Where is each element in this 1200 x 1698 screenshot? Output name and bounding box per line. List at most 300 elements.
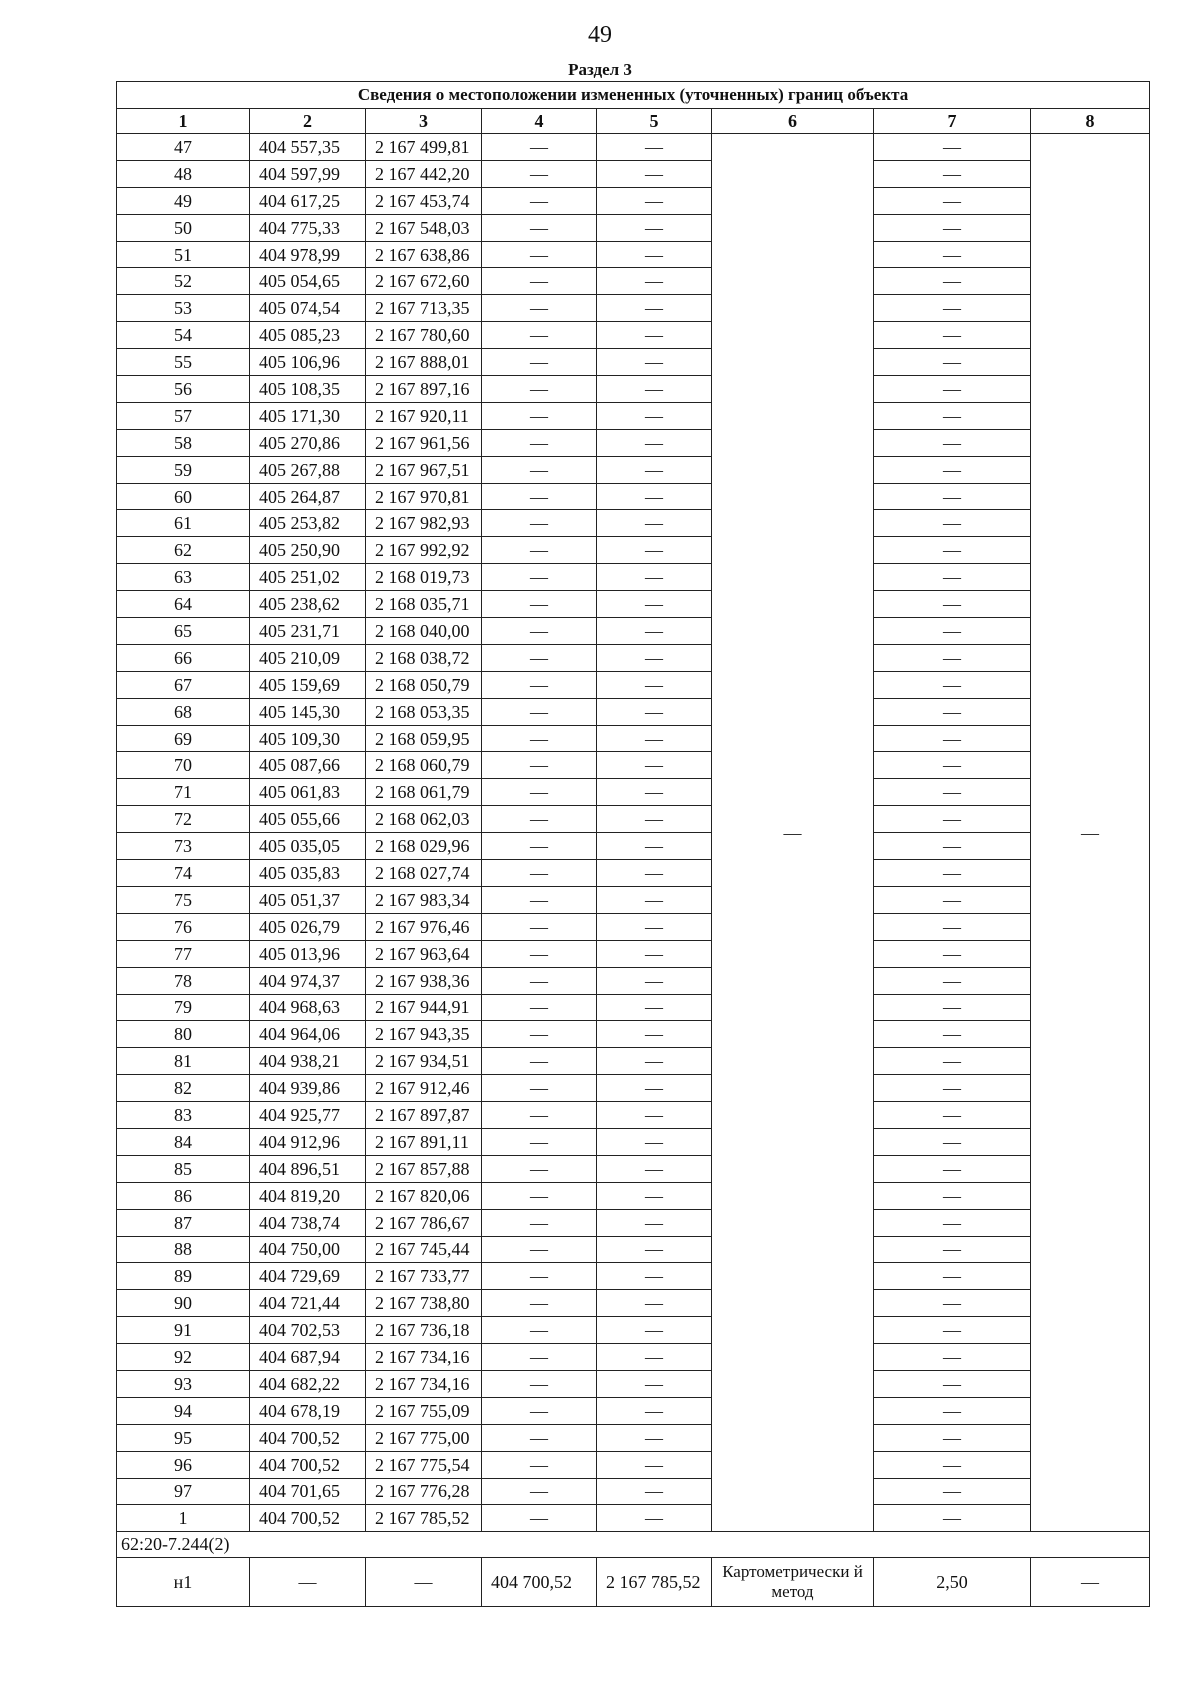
empty-dash-cell: — (874, 1102, 1031, 1129)
y-coordinate-cell: 2 168 019,73 (366, 564, 482, 591)
table-row (117, 994, 1150, 1021)
column-header: 2 (250, 109, 366, 134)
x-coordinate-cell: 405 051,37 (250, 886, 366, 913)
empty-dash-cell: — (597, 860, 712, 887)
empty-dash-cell: — (597, 187, 712, 214)
x-coordinate-cell: 404 775,33 (250, 214, 366, 241)
note-merged-cell: — (1031, 134, 1150, 1532)
point-number-cell: 63 (117, 564, 250, 591)
empty-dash-cell: — (482, 1263, 597, 1290)
empty-dash-cell: — (597, 1075, 712, 1102)
y-coordinate-cell: 2 168 027,74 (366, 860, 482, 887)
x-coordinate-cell: 404 597,99 (250, 160, 366, 187)
table-row (117, 214, 1150, 241)
point-number-cell: 1 (117, 1505, 250, 1532)
empty-dash-cell: — (597, 806, 712, 833)
x-coordinate-cell: 405 238,62 (250, 591, 366, 618)
x-coordinate-cell: 405 231,71 (250, 618, 366, 645)
empty-dash-cell: — (874, 1370, 1031, 1397)
y-coordinate-cell: 2 167 970,81 (366, 483, 482, 510)
empty-dash-cell: — (874, 349, 1031, 376)
empty-dash-cell: — (482, 1236, 597, 1263)
table-row (117, 1048, 1150, 1075)
empty-dash-cell: — (597, 698, 712, 725)
y-coordinate-cell: 2 167 938,36 (366, 967, 482, 994)
empty-dash-cell: — (597, 1128, 712, 1155)
y-coordinate-cell: 2 167 982,93 (366, 510, 482, 537)
table-row (117, 779, 1150, 806)
y-coordinate-cell: 2 167 733,77 (366, 1263, 482, 1290)
y-coordinate-cell: 2 167 857,88 (366, 1155, 482, 1182)
x-coordinate-cell: 404 939,86 (250, 1075, 366, 1102)
empty-dash-cell: — (597, 1424, 712, 1451)
y-coordinate-cell: 2 168 029,96 (366, 833, 482, 860)
empty-dash-cell: — (482, 752, 597, 779)
empty-dash-cell: — (597, 214, 712, 241)
y-coordinate-cell: 2 168 050,79 (366, 671, 482, 698)
empty-dash-cell: — (366, 1558, 482, 1607)
x-coordinate-cell: 404 721,44 (250, 1290, 366, 1317)
y-coordinate-cell: 2 167 780,60 (366, 322, 482, 349)
empty-dash-cell: — (597, 671, 712, 698)
empty-dash-cell: — (874, 1021, 1031, 1048)
x-coordinate-cell: 405 171,30 (250, 402, 366, 429)
empty-dash-cell: — (597, 510, 712, 537)
table-row (117, 134, 1150, 161)
empty-dash-cell: — (597, 644, 712, 671)
empty-dash-cell: — (874, 833, 1031, 860)
y-coordinate-cell: 2 168 035,71 (366, 591, 482, 618)
table-row (117, 967, 1150, 994)
y-coordinate-cell: 2 168 053,35 (366, 698, 482, 725)
point-number-cell: 77 (117, 940, 250, 967)
point-number-cell: 62 (117, 537, 250, 564)
y-coordinate-cell: 2 167 820,06 (366, 1182, 482, 1209)
empty-dash-cell: — (874, 1290, 1031, 1317)
method-cell: Картометрически й метод (712, 1558, 874, 1607)
point-number-cell: 58 (117, 429, 250, 456)
point-number-cell: 56 (117, 376, 250, 403)
empty-dash-cell: — (482, 698, 597, 725)
empty-dash-cell: — (597, 618, 712, 645)
y-coordinate-cell: 2 167 713,35 (366, 295, 482, 322)
y-coordinate-cell: 2 167 736,18 (366, 1317, 482, 1344)
point-number-cell: 84 (117, 1128, 250, 1155)
table-row (117, 833, 1150, 860)
empty-dash-cell: — (482, 671, 597, 698)
table-row (117, 671, 1150, 698)
empty-dash-cell: — (874, 644, 1031, 671)
empty-dash-cell: — (482, 456, 597, 483)
empty-dash-cell: — (597, 1505, 712, 1532)
x-coordinate-cell: 405 109,30 (250, 725, 366, 752)
empty-dash-cell: — (874, 322, 1031, 349)
empty-dash-cell: — (482, 994, 597, 1021)
empty-dash-cell: — (597, 564, 712, 591)
y-coordinate-cell: 2 167 442,20 (366, 160, 482, 187)
empty-dash-cell: — (482, 618, 597, 645)
column-header: 4 (482, 109, 597, 134)
empty-dash-cell: — (482, 402, 597, 429)
x-coordinate-cell: 405 106,96 (250, 349, 366, 376)
y-coordinate-cell: 2 167 944,91 (366, 994, 482, 1021)
column-header: 1 (117, 109, 250, 134)
point-number-cell: 49 (117, 187, 250, 214)
empty-dash-cell: — (482, 886, 597, 913)
x-coordinate-cell: 405 087,66 (250, 752, 366, 779)
empty-dash-cell: — (597, 1451, 712, 1478)
empty-dash-cell: — (482, 1505, 597, 1532)
table-row (117, 564, 1150, 591)
empty-dash-cell: — (874, 1075, 1031, 1102)
point-number-cell: 97 (117, 1478, 250, 1505)
y-coordinate-cell: 2 167 912,46 (366, 1075, 482, 1102)
empty-dash-cell: — (482, 1397, 597, 1424)
empty-dash-cell: — (597, 241, 712, 268)
y-coordinate-cell: 2 167 888,01 (366, 349, 482, 376)
empty-dash-cell: — (482, 187, 597, 214)
point-number-cell: 51 (117, 241, 250, 268)
table-caption-row (117, 82, 1150, 109)
x-coordinate-cell: 404 700,52 (482, 1558, 597, 1607)
empty-dash-cell: — (874, 187, 1031, 214)
empty-dash-cell: — (597, 483, 712, 510)
y-coordinate-cell: 2 167 961,56 (366, 429, 482, 456)
empty-dash-cell: — (482, 1478, 597, 1505)
empty-dash-cell: — (250, 1558, 366, 1607)
x-coordinate-cell: 405 074,54 (250, 295, 366, 322)
x-coordinate-cell: 405 054,65 (250, 268, 366, 295)
table-row (117, 1424, 1150, 1451)
x-coordinate-cell: 404 687,94 (250, 1344, 366, 1371)
empty-dash-cell: — (874, 618, 1031, 645)
empty-dash-cell: — (597, 322, 712, 349)
empty-dash-cell: — (874, 1236, 1031, 1263)
table-row (117, 940, 1150, 967)
empty-dash-cell: — (874, 1048, 1031, 1075)
column-header: 6 (712, 109, 874, 134)
empty-dash-cell: — (874, 779, 1031, 806)
x-coordinate-cell: 405 270,86 (250, 429, 366, 456)
table-row (117, 1397, 1150, 1424)
table-row (117, 295, 1150, 322)
empty-dash-cell: — (597, 1102, 712, 1129)
point-number-cell: 53 (117, 295, 250, 322)
point-number-cell: 85 (117, 1155, 250, 1182)
empty-dash-cell: — (874, 860, 1031, 887)
empty-dash-cell: — (597, 1021, 712, 1048)
y-coordinate-cell: 2 167 776,28 (366, 1478, 482, 1505)
point-number-cell: 50 (117, 214, 250, 241)
table-row (117, 187, 1150, 214)
empty-dash-cell: — (482, 1290, 597, 1317)
x-coordinate-cell: 405 035,83 (250, 860, 366, 887)
empty-dash-cell: — (482, 295, 597, 322)
y-coordinate-cell: 2 168 061,79 (366, 779, 482, 806)
point-number-cell: 66 (117, 644, 250, 671)
boundary-table (116, 81, 1150, 1607)
point-number-cell: 95 (117, 1424, 250, 1451)
page-number: 49 (588, 22, 612, 48)
empty-dash-cell: — (597, 1290, 712, 1317)
empty-dash-cell: — (874, 376, 1031, 403)
empty-dash-cell: — (482, 1451, 597, 1478)
point-number-cell: 54 (117, 322, 250, 349)
x-coordinate-cell: 404 701,65 (250, 1478, 366, 1505)
table-row (117, 886, 1150, 913)
point-number-cell: 76 (117, 913, 250, 940)
point-number-cell: 89 (117, 1263, 250, 1290)
empty-dash-cell: — (874, 134, 1031, 161)
point-number-cell: 79 (117, 994, 250, 1021)
y-coordinate-cell: 2 167 976,46 (366, 913, 482, 940)
empty-dash-cell: — (597, 537, 712, 564)
y-coordinate-cell: 2 167 775,00 (366, 1424, 482, 1451)
table-row (117, 483, 1150, 510)
empty-dash-cell: — (482, 779, 597, 806)
table-row (117, 510, 1150, 537)
empty-dash-cell: — (874, 1451, 1031, 1478)
empty-dash-cell: — (874, 537, 1031, 564)
empty-dash-cell: — (597, 886, 712, 913)
empty-dash-cell: — (482, 241, 597, 268)
table-row (117, 1102, 1150, 1129)
empty-dash-cell: — (874, 1209, 1031, 1236)
x-coordinate-cell: 405 013,96 (250, 940, 366, 967)
x-coordinate-cell: 404 912,96 (250, 1128, 366, 1155)
empty-dash-cell: — (874, 564, 1031, 591)
empty-dash-cell: — (482, 1317, 597, 1344)
x-coordinate-cell: 405 061,83 (250, 779, 366, 806)
table-row (117, 860, 1150, 887)
table-row (117, 456, 1150, 483)
empty-dash-cell: — (482, 160, 597, 187)
empty-dash-cell: — (482, 591, 597, 618)
empty-dash-cell: — (597, 779, 712, 806)
empty-dash-cell: — (597, 1236, 712, 1263)
point-number-cell: 60 (117, 483, 250, 510)
empty-dash-cell: — (874, 1317, 1031, 1344)
point-number-cell: 68 (117, 698, 250, 725)
empty-dash-cell: — (482, 913, 597, 940)
empty-dash-cell: — (482, 268, 597, 295)
table-row (117, 1021, 1150, 1048)
table-row (117, 349, 1150, 376)
table-row (117, 1209, 1150, 1236)
column-header: 8 (1031, 109, 1150, 134)
table-row (117, 1075, 1150, 1102)
x-coordinate-cell: 404 925,77 (250, 1102, 366, 1129)
point-number-cell: 71 (117, 779, 250, 806)
empty-dash-cell: — (874, 886, 1031, 913)
empty-dash-cell: — (874, 1182, 1031, 1209)
empty-dash-cell: — (482, 537, 597, 564)
point-number-cell: 52 (117, 268, 250, 295)
empty-dash-cell: — (597, 1317, 712, 1344)
column-header: 3 (366, 109, 482, 134)
empty-dash-cell: — (482, 1209, 597, 1236)
point-number-cell: 57 (117, 402, 250, 429)
table-row (117, 429, 1150, 456)
empty-dash-cell: — (597, 402, 712, 429)
x-coordinate-cell: 404 968,63 (250, 994, 366, 1021)
table-row (117, 618, 1150, 645)
table-row (117, 698, 1150, 725)
point-number-cell: 67 (117, 671, 250, 698)
empty-dash-cell: — (874, 1155, 1031, 1182)
empty-dash-cell: — (482, 967, 597, 994)
point-number-cell: 93 (117, 1370, 250, 1397)
table-row (117, 591, 1150, 618)
empty-dash-cell: — (482, 806, 597, 833)
empty-dash-cell: — (597, 456, 712, 483)
table-row (117, 1451, 1150, 1478)
x-coordinate-cell: 404 702,53 (250, 1317, 366, 1344)
point-number-cell: 91 (117, 1317, 250, 1344)
y-coordinate-cell: 2 167 453,74 (366, 187, 482, 214)
x-coordinate-cell: 405 026,79 (250, 913, 366, 940)
empty-dash-cell: — (597, 1182, 712, 1209)
empty-dash-cell: — (482, 1370, 597, 1397)
point-number-cell: 90 (117, 1290, 250, 1317)
point-number-cell: 64 (117, 591, 250, 618)
empty-dash-cell: — (874, 967, 1031, 994)
empty-dash-cell: — (597, 1263, 712, 1290)
empty-dash-cell: — (482, 644, 597, 671)
point-number-cell: 96 (117, 1451, 250, 1478)
x-coordinate-cell: 404 964,06 (250, 1021, 366, 1048)
point-number-cell: 47 (117, 134, 250, 161)
table-row (117, 376, 1150, 403)
empty-dash-cell: — (874, 1424, 1031, 1451)
table-row (117, 1505, 1150, 1532)
x-coordinate-cell: 404 557,35 (250, 134, 366, 161)
empty-dash-cell: — (874, 806, 1031, 833)
table-caption: Сведения о местоположении измененных (уточненных) границ объекта (117, 82, 1150, 109)
table-row (117, 1236, 1150, 1263)
y-coordinate-cell: 2 168 060,79 (366, 752, 482, 779)
x-coordinate-cell: 404 700,52 (250, 1424, 366, 1451)
empty-dash-cell: — (874, 591, 1031, 618)
y-coordinate-cell: 2 167 897,87 (366, 1102, 482, 1129)
x-coordinate-cell: 405 250,90 (250, 537, 366, 564)
y-coordinate-cell: 2 167 786,67 (366, 1209, 482, 1236)
x-coordinate-cell: 405 253,82 (250, 510, 366, 537)
x-coordinate-cell: 404 738,74 (250, 1209, 366, 1236)
x-coordinate-cell: 405 210,09 (250, 644, 366, 671)
point-number-cell: 86 (117, 1182, 250, 1209)
empty-dash-cell: — (482, 860, 597, 887)
x-coordinate-cell: 404 938,21 (250, 1048, 366, 1075)
empty-dash-cell: — (482, 1102, 597, 1129)
empty-dash-cell: — (597, 376, 712, 403)
empty-dash-cell: — (597, 994, 712, 1021)
empty-dash-cell: — (597, 295, 712, 322)
y-coordinate-cell: 2 168 038,72 (366, 644, 482, 671)
column-header-row (117, 109, 1150, 134)
x-coordinate-cell: 404 617,25 (250, 187, 366, 214)
empty-dash-cell: — (1031, 1558, 1150, 1607)
empty-dash-cell: — (482, 510, 597, 537)
empty-dash-cell: — (482, 940, 597, 967)
x-coordinate-cell: 405 267,88 (250, 456, 366, 483)
y-coordinate-cell: 2 167 738,80 (366, 1290, 482, 1317)
x-coordinate-cell: 405 251,02 (250, 564, 366, 591)
point-number-cell: 61 (117, 510, 250, 537)
accuracy-cell: 2,50 (874, 1558, 1031, 1607)
empty-dash-cell: — (482, 564, 597, 591)
x-coordinate-cell: 404 819,20 (250, 1182, 366, 1209)
group-label-row (117, 1532, 1150, 1558)
empty-dash-cell: — (874, 1344, 1031, 1371)
table-row (117, 1478, 1150, 1505)
method-merged-cell: — (712, 134, 874, 1532)
y-coordinate-cell: 2 167 745,44 (366, 1236, 482, 1263)
point-number-cell: 81 (117, 1048, 250, 1075)
empty-dash-cell: — (482, 214, 597, 241)
empty-dash-cell: — (874, 160, 1031, 187)
empty-dash-cell: — (597, 429, 712, 456)
empty-dash-cell: — (597, 833, 712, 860)
table-row (117, 322, 1150, 349)
y-coordinate-cell: 2 167 638,86 (366, 241, 482, 268)
x-coordinate-cell: 405 035,05 (250, 833, 366, 860)
point-number-cell: 74 (117, 860, 250, 887)
empty-dash-cell: — (874, 940, 1031, 967)
point-number-cell: 92 (117, 1344, 250, 1371)
y-coordinate-cell: 2 168 040,00 (366, 618, 482, 645)
x-coordinate-cell: 405 145,30 (250, 698, 366, 725)
table-row (117, 1263, 1150, 1290)
point-number-cell: 70 (117, 752, 250, 779)
empty-dash-cell: — (482, 349, 597, 376)
point-number-cell: 73 (117, 833, 250, 860)
empty-dash-cell: — (597, 1209, 712, 1236)
point-number-cell: 87 (117, 1209, 250, 1236)
point-number-cell: 55 (117, 349, 250, 376)
empty-dash-cell: — (874, 698, 1031, 725)
x-coordinate-cell: 405 085,23 (250, 322, 366, 349)
x-coordinate-cell: 404 974,37 (250, 967, 366, 994)
empty-dash-cell: — (482, 1182, 597, 1209)
table-row (117, 1344, 1150, 1371)
empty-dash-cell: — (482, 322, 597, 349)
empty-dash-cell: — (597, 160, 712, 187)
table-row (117, 1370, 1150, 1397)
y-coordinate-cell: 2 168 062,03 (366, 806, 482, 833)
empty-dash-cell: — (874, 1397, 1031, 1424)
empty-dash-cell: — (874, 456, 1031, 483)
x-coordinate-cell: 405 264,87 (250, 483, 366, 510)
empty-dash-cell: — (874, 994, 1031, 1021)
empty-dash-cell: — (874, 268, 1031, 295)
empty-dash-cell: — (597, 940, 712, 967)
empty-dash-cell: — (597, 752, 712, 779)
x-coordinate-cell: 404 750,00 (250, 1236, 366, 1263)
point-number-cell: н1 (117, 1558, 250, 1607)
table-row (117, 752, 1150, 779)
table-row (117, 1317, 1150, 1344)
y-coordinate-cell: 2 168 059,95 (366, 725, 482, 752)
y-coordinate-cell: 2 167 548,03 (366, 214, 482, 241)
y-coordinate-cell: 2 167 992,92 (366, 537, 482, 564)
empty-dash-cell: — (874, 1263, 1031, 1290)
y-coordinate-cell: 2 167 934,51 (366, 1048, 482, 1075)
empty-dash-cell: — (597, 1155, 712, 1182)
point-number-cell: 83 (117, 1102, 250, 1129)
table-row (117, 1558, 1150, 1607)
point-number-cell: 69 (117, 725, 250, 752)
